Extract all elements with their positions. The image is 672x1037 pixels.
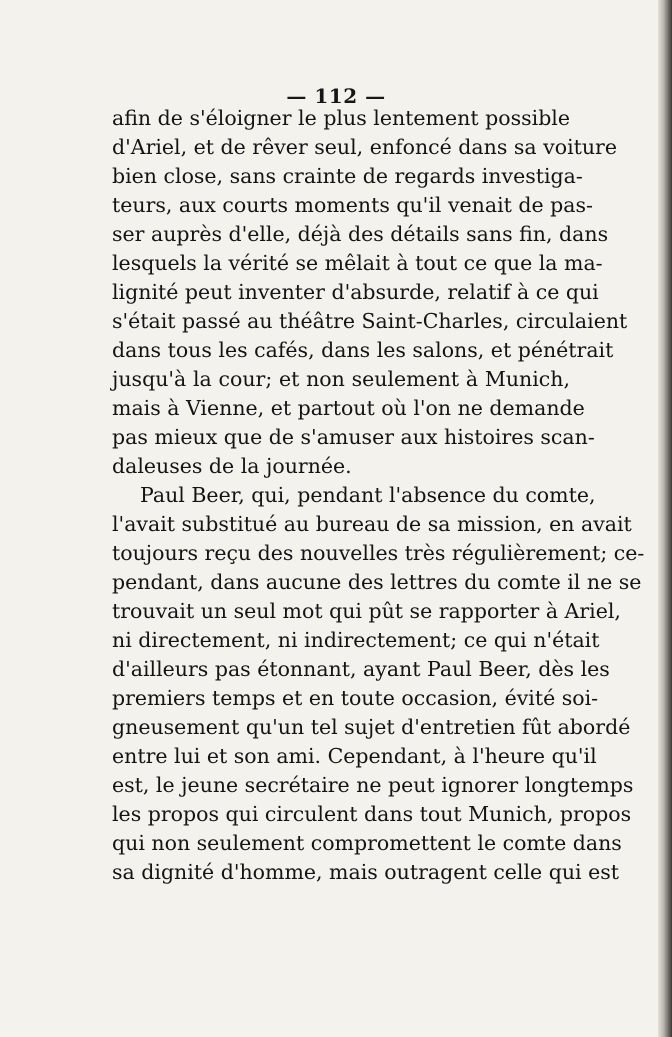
paragraph-start-line: Paul Beer, qui, pendant l'absence du comte, <box>140 483 596 507</box>
text-line: toujours reçu des nouvelles très régulièrement; ce- <box>112 541 645 565</box>
text-line: pas mieux que de s'amuser aux histoires scan- <box>112 425 595 449</box>
text-line: ser auprès d'elle, déjà des détails sans fin, dans <box>112 222 609 246</box>
text-line: ni directement, ni indirectement; ce qui n'était <box>112 628 600 652</box>
text-line: mais à Vienne, et partout où l'on ne demande <box>112 396 585 420</box>
text-line: trouvait un seul mot qui pût se rapporter à Ariel, <box>112 599 621 623</box>
text-line: s'était passé au théâtre Saint-Charles, circulaient <box>112 309 628 333</box>
body-text <box>112 104 645 887</box>
text-line: lignité peut inventer d'absurde, relatif à ce qui <box>112 280 599 304</box>
page-number: — 112 — <box>286 84 386 108</box>
text-line: bien close, sans crainte de regards investiga- <box>112 164 583 188</box>
text-line: pendant, dans aucune des lettres du comte il ne se <box>112 570 642 594</box>
text-line: qui non seulement compromettent le comte dans <box>112 831 622 855</box>
text-line: premiers temps et en toute occasion, évité soi- <box>112 686 599 710</box>
page-edge-shadow <box>658 0 672 1037</box>
text-line: dans tous les cafés, dans les salons, et pénétrait <box>112 338 614 362</box>
paragraph-end-line: daleuses de la journée. <box>112 454 352 478</box>
text-line: les propos qui circulent dans tout Munich, propos <box>112 802 632 826</box>
text-line: sa dignité d'homme, mais outragent celle qui est <box>112 860 619 884</box>
text-line: jusqu'à la cour; et non seulement à Munich, <box>112 367 570 391</box>
text-line: d'ailleurs pas étonnant, ayant Paul Beer, dès les <box>112 657 610 681</box>
text-line: d'Ariel, et de rêver seul, enfoncé dans sa voiture <box>112 135 617 159</box>
text-line: est, le jeune secrétaire ne peut ignorer longtemps <box>112 773 634 797</box>
text-line: gneusement qu'un tel sujet d'entretien fût abordé <box>112 715 631 739</box>
text-line: teurs, aux courts moments qu'il venait de pas- <box>112 193 593 217</box>
text-line: lesquels la vérité se mêlait à tout ce que la ma- <box>112 251 603 275</box>
text-line: afin de s'éloigner le plus lentement possible <box>112 106 570 130</box>
text-line: entre lui et son ami. Cependant, à l'heure qu'il <box>112 744 597 768</box>
text-line: l'avait substitué au bureau de sa mission, en avait <box>112 512 632 536</box>
